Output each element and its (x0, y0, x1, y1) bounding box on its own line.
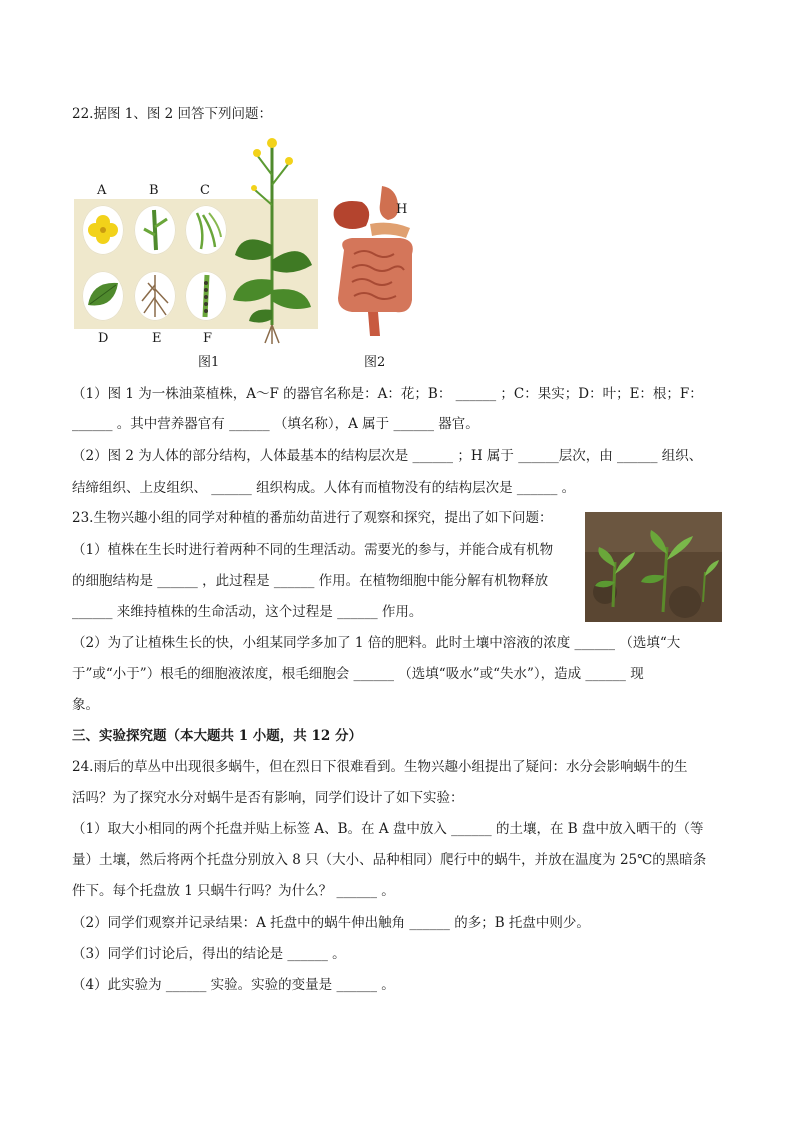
root-icon (134, 271, 176, 321)
q23-part1-line2: 的细胞结构是 ______ ，此过程是 ______ 作用。在植物细胞中能分解有机物释放 (72, 573, 549, 589)
q22-part2-line1: （2）图 2 为人体的部分结构，人体最基本的结构层次是 ______ ；H 属于 ______层次，由 ______ 组织、 (72, 448, 703, 464)
q24-part1-line3: 件下。每个托盘放 1 只蜗牛行吗？为什么？ ______ 。 (72, 883, 395, 899)
tomato-seedlings-photo (585, 512, 722, 622)
figure-1-rapeseed-plant (72, 135, 322, 370)
fig1-label-e: E (152, 331, 162, 346)
fruit-icon (185, 205, 227, 255)
fig1-label-c: C (200, 183, 210, 198)
q22-part1-line2: ______ 。其中营养器官有 ______ （填名称），A 属于 ______ 器官。 (72, 416, 479, 432)
fig1-caption: 图1 (198, 355, 220, 370)
q24-part4: （4）此实验为 ______ 实验。实验的变量是 ______ 。 (72, 977, 395, 993)
q24-part1-line2: 量）土壤，然后将两个托盘分别放入 8 只（大小、品种相同）爬行中的蜗牛，并放在温度为 25℃的黑暗条 (72, 852, 707, 868)
fig1-label-a: A (97, 183, 107, 198)
q23-title: 23.生物兴趣小组的同学对种植的番茄幼苗进行了观察和探究，提出了如下问题： (72, 510, 553, 526)
q24-intro-line2: 活吗？为了探究水分对蜗牛是否有影响，同学们设计了如下实验： (72, 790, 464, 806)
q22-part2-line2: 结缔组织、上皮组织、 ______ 组织构成。人体有而植物没有的结构层次是 ______ 。 (72, 480, 576, 496)
q23-part2-line1: （2）为了让植株生长的快，小组某同学多加了 1 倍的肥料。此时土壤中溶液的浓度 ______ （选填“大 (72, 635, 681, 651)
q24-part2: （2）同学们观察并记录结果：A 托盘中的蜗牛伸出触角 ______ 的多；B 托盘中则少。 (72, 915, 590, 931)
rapeseed-plant-icon (227, 135, 317, 345)
q22-part1-line1: （1）图 1 为一株油菜植株，A～F 的器官名称是：A：花；B： ______ ；C：果实；D：叶；E：根；F： (72, 386, 703, 402)
q23-part2-line2: 于”或“小于”）根毛的细胞液浓度，根毛细胞会 ______ （选填“吸水”或“失水”），造成 ______ 现 (72, 666, 644, 682)
flower-icon (82, 205, 124, 255)
q23-part1-line3: ______ 来维持植株的生命活动，这个过程是 ______ 作用。 (72, 604, 423, 620)
fig2-caption: 图2 (364, 355, 386, 370)
fig1-label-b: B (149, 183, 159, 198)
q22-title: 22.据图 1、图 2 回答下列问题： (72, 106, 273, 122)
section-3-heading: 三、实验探究题（本大题共 1 小题，共 12 分） (72, 728, 362, 744)
leaf-icon (82, 271, 124, 321)
q23-part2-line3: 象。 (72, 697, 99, 713)
fig1-label-f: F (203, 331, 213, 346)
q24-part1-line1: （1）取大小相同的两个托盘并贴上标签 A、B。在 A 盘中放入 ______ 的土壤，在 B 盘中放入晒干的（等 (72, 821, 704, 837)
fig1-label-d: D (98, 331, 109, 346)
q23-part1-line1: （1）植株在生长时进行着两种不同的生理活动。需要光的参与，并能合成有机物 (72, 542, 554, 558)
stem-icon (134, 205, 176, 255)
fig2-label-h: H (396, 202, 408, 217)
q24-part3: （3）同学们讨论后，得出的结论是 ______ 。 (72, 946, 346, 962)
q24-intro-line1: 24.雨后的草丛中出现很多蜗牛，但在烈日下很难看到。生物兴趣小组提出了疑问：水分会影响蜗牛的生 (72, 759, 688, 775)
figure-2-digestive-organs (330, 180, 420, 370)
seed-pod-icon (185, 271, 227, 321)
